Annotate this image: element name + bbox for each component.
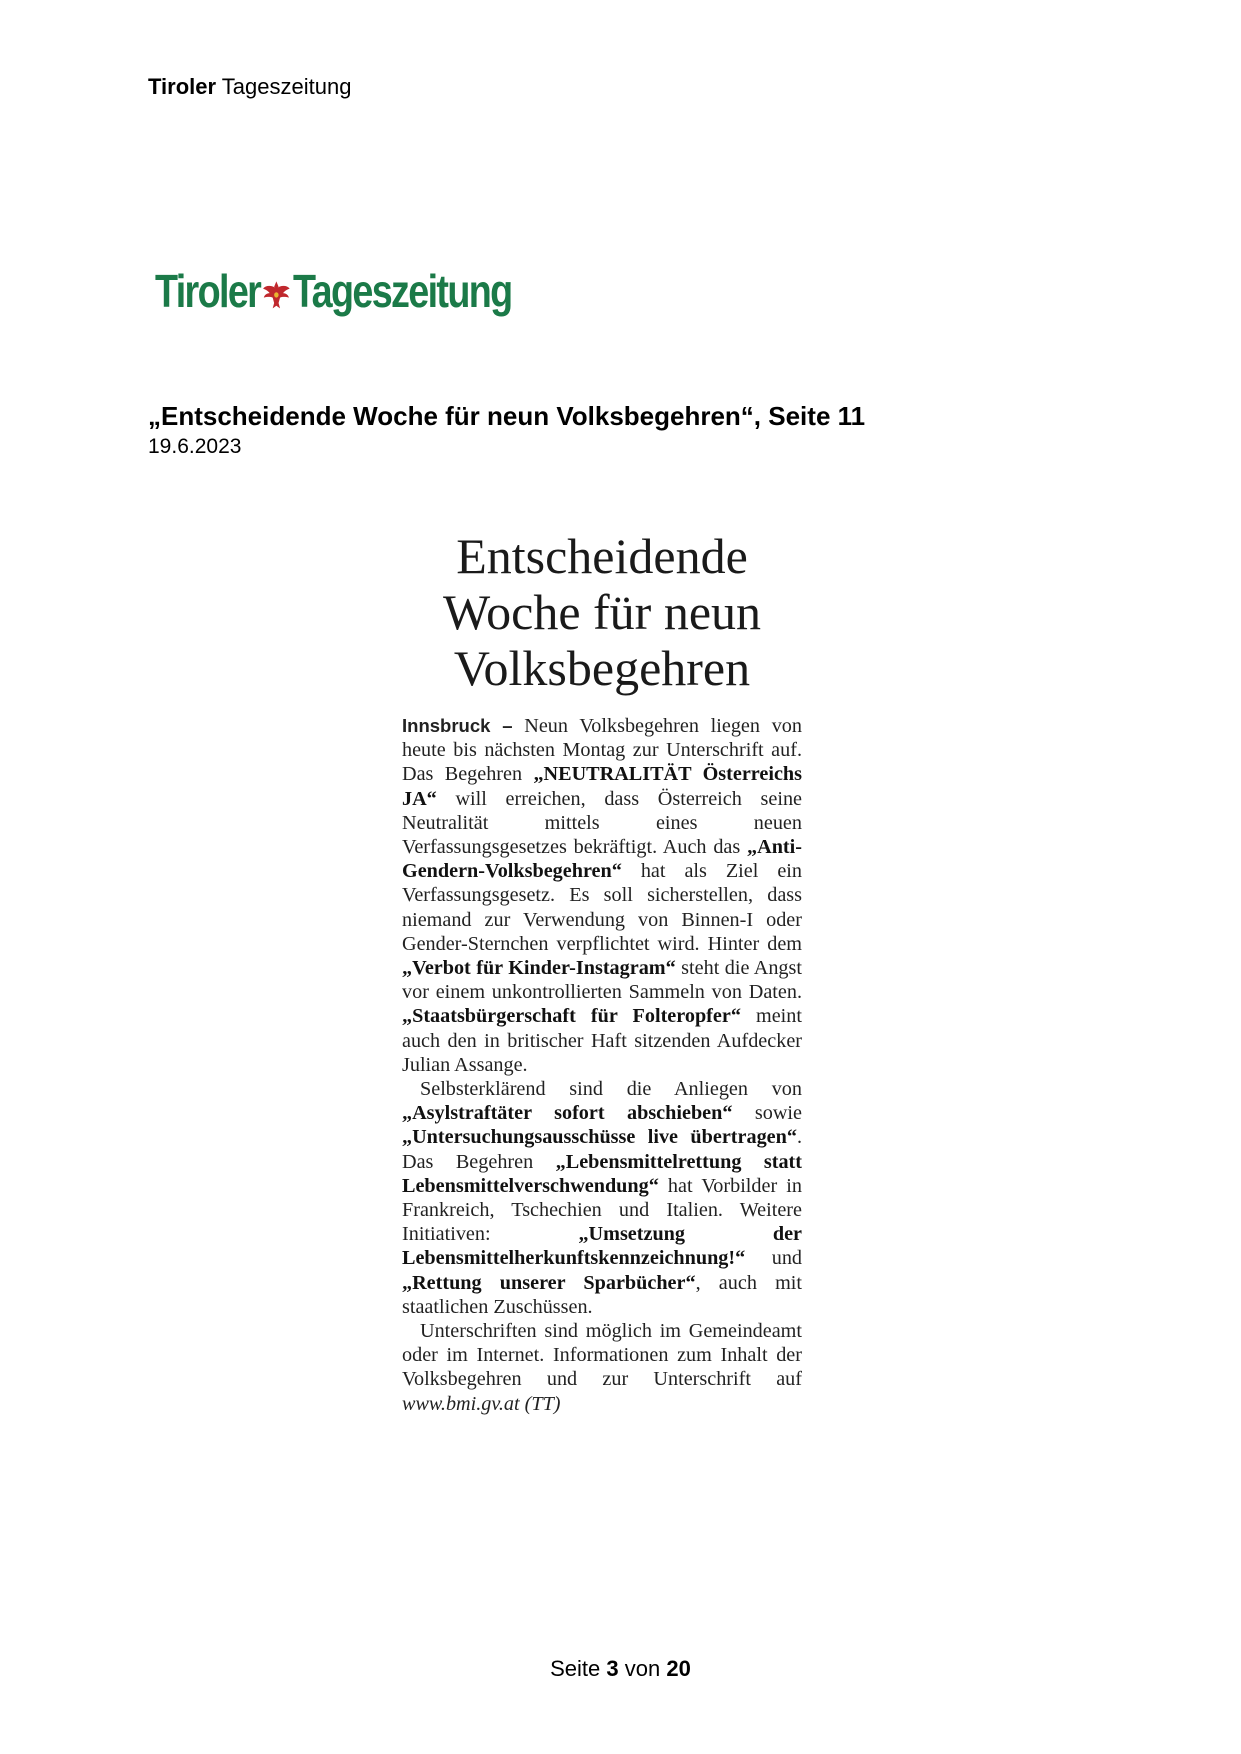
initiative-name: „Umsetzung der Lebensmittelherkunftskennzeichnung!“ (402, 1223, 803, 1270)
text-run: hat als Ziel ein Verfassungsgesetz. Es soll sicherstellen, dass niemand zur Verwendung von Binnen-I oder Gender-Sternchen verpflichtet wird. Hinter dem (402, 860, 802, 955)
initiative-name: „Staatsbürgerschaft für Folteropfer“ (402, 1005, 741, 1028)
headline-line: Entscheidende (456, 528, 748, 584)
logo-left-word: Tiroler (155, 265, 261, 317)
text-run: Selbsterklärend sind die Anliegen von (420, 1078, 802, 1101)
total-pages: 20 (666, 1656, 691, 1681)
article-body (402, 714, 802, 1416)
text-run: Unterschriften sind möglich im Gemeindeamt oder im Internet. Informationen zum Inhalt der Volksbegehren und zur Unterschrift auf (402, 1320, 802, 1391)
text-run: und (745, 1247, 802, 1270)
text-run: sowie (732, 1102, 802, 1125)
page-of-label: von (624, 1656, 661, 1681)
document-title: „Entscheidende Woche für neun Volksbegehren“, Seite 11 (148, 401, 866, 431)
document-date: 19.6.2023 (148, 435, 242, 458)
headline-line: Volksbegehren (453, 640, 751, 696)
publication-name-bold: Tiroler (148, 74, 217, 99)
text-run: will erreichen, dass Österreich seine Neutralität mittels eines neuen Verfassungsgesetzes bekräftigt. Auch das (402, 787, 802, 859)
text-run: Neun Volksbegehren liegen von heute bis nächsten Montag zur Unterschrift auf. Das Begehren (402, 715, 802, 786)
text-run: steht die Angst vor einem unkontrollierten Sammeln von Daten. (402, 957, 802, 1004)
text-run: meint auch den in britischer Haft sitzenden Aufdecker Julian Assange. (402, 1005, 802, 1076)
dateline: Innsbruck – (402, 715, 513, 736)
publication-header (148, 74, 351, 100)
initiative-name: „Rettung unserer Sparbücher“ (402, 1271, 696, 1294)
text-run: , auch mit staatlichen Zuschüssen. (402, 1271, 803, 1318)
page-number (0, 1656, 1241, 1682)
tyrolean-eagle-icon (262, 276, 292, 312)
article-paragraph (402, 714, 802, 1077)
initiative-name: „Verbot für Kinder-Instagram“ (402, 957, 676, 980)
text-run: hat Vorbilder in Frankreich, Tschechien und Italien. Weitere Initiativen: (402, 1174, 802, 1246)
website-link: www.bmi.gv.at (402, 1392, 520, 1415)
article-paragraph (402, 1319, 802, 1416)
publication-name-regular: Tageszeitung (221, 74, 352, 99)
initiative-name: „Anti-Gendern-Volksbegehren“ (402, 836, 802, 883)
headline-line: Woche für neun (442, 584, 762, 640)
source-credit: (TT) (524, 1392, 561, 1415)
initiative-name: „Asylstraftäter sofort abschieben“ (402, 1102, 733, 1125)
initiative-name: „NEUTRALITÄT Österreichs JA“ (402, 763, 802, 810)
article-clipping (402, 528, 802, 1416)
initiative-name: „Untersuchungsausschüsse live übertragen“ (402, 1126, 797, 1149)
initiative-name: „Lebensmittelrettung statt Lebensmittelverschwendung“ (402, 1150, 802, 1197)
logo-right-word: Tageszeitung (293, 265, 512, 317)
article-paragraph (402, 1077, 802, 1319)
newspaper-logo (155, 262, 512, 318)
text-run: . Das Begehren (402, 1126, 802, 1173)
article-headline (402, 528, 802, 696)
current-page: 3 (606, 1656, 619, 1681)
page-label: Seite (550, 1656, 601, 1681)
